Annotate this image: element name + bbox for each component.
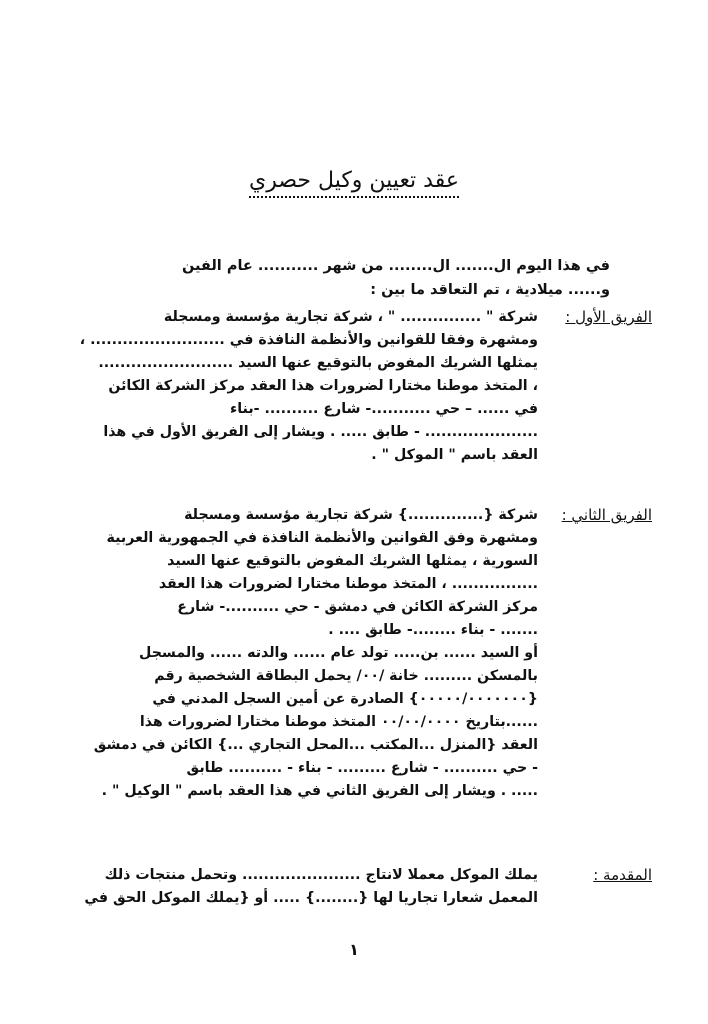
document-title-text: عقد تعيين وكيل حصري	[249, 168, 459, 198]
party1-line: يمثلها الشريك المفوض بالتوقيع عنها السيد .........................	[98, 355, 538, 371]
preamble-label: المقدمة :	[593, 866, 652, 884]
party2-line: شركة {..............} شركة تجارية مؤسسة ومسجلة	[184, 507, 538, 523]
party1-line: ومشهرة وفقا للقوانين والأنظمة النافذة في ......................... ،	[79, 332, 538, 348]
preamble-text	[54, 864, 538, 910]
party2-line: أو السيد ...... بن..... تولد عام ...... والدته ...... والمسجل	[139, 645, 538, 661]
intro-line: في هذا اليوم ال....... ال........ من شهر ........... عام الفين	[181, 258, 610, 274]
party1-line: في ...... – حي ...........- شارع .......... -بناء	[229, 401, 538, 417]
intro-paragraph	[50, 254, 610, 302]
preamble-line: يملك الموكل معملا لانتاج ...................... وتحمل منتجات ذلك	[104, 867, 538, 883]
intro-line: و...... ميلادية ، تم التعاقد ما بين :	[370, 282, 610, 298]
page-number: ١	[349, 940, 359, 959]
party2-line: مركز الشركة الكائن في دمشق - حي ..........- شارع	[177, 599, 538, 615]
document-title	[0, 168, 708, 193]
party2-line: ......بتاريخ ٠٠/٠٠/٠٠٠٠ المتخذ موطنا مختارا لضرورات هذا	[139, 714, 538, 730]
party2-line: ................ ، المتخذ موطنا مختارا لضرورات هذا العقد	[158, 576, 538, 592]
party1-line: ، المتخذ موطنا مختارا لضرورات هذا العقد مركز الشركة الكائن	[108, 378, 538, 394]
party2-line: بالمسكن ......... خانة /٠٠/ يحمل البطاقة الشخصية رقم	[154, 668, 538, 684]
party1-text	[54, 306, 538, 467]
party2-line: ومشهرة وفق القوانين والأنظمة النافذة في الجمهورية العربية	[106, 530, 538, 546]
party1-line: ..................... - طابق ..... . ويشار إلى الفريق الأول في هذا	[103, 424, 538, 440]
party2-line: {٠٠٠٠٠/٠٠٠٠٠٠٠} الصادرة عن أمين السجل المدني في	[152, 691, 538, 707]
party2-line: السورية ، يمثلها الشريك المفوض بالتوقيع عنها السيد	[167, 553, 538, 569]
party1-label: الفريق الأول :	[565, 308, 652, 326]
party2-line: ..... . ويشار إلى الفريق الثاني في هذا العقد باسم " الوكيل " .	[101, 783, 538, 799]
party2-line: ....... - بناء ........- طابق .... .	[328, 622, 538, 638]
party2-line: العقد {المنزل ...المكتب ...المحل التجاري ...} الكائن في دمشق	[93, 737, 538, 753]
party2-line: - حي .......... - شارع ......... - بناء - .......... طابق	[186, 760, 538, 776]
party1-line: شركة " ............... " ، شركة تجارية مؤسسة ومسجلة	[163, 309, 538, 325]
party1-line: العقد باسم " الموكل " .	[371, 447, 538, 463]
party2-text	[54, 504, 538, 803]
preamble-line: المعمل شعارا تجاريا لها {........} ..... أو {يملك الموكل الحق في	[84, 890, 538, 906]
party2-label: الفريق الثاني :	[561, 506, 652, 524]
